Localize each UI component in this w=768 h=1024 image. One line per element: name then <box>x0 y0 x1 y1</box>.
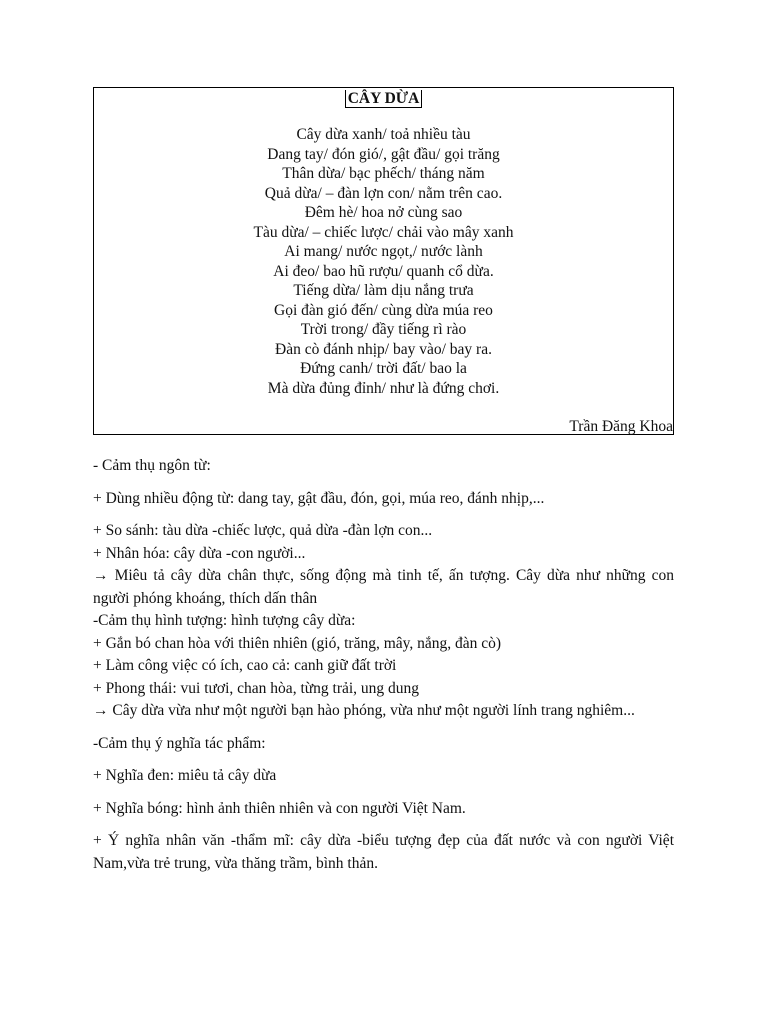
analysis-section <box>93 455 674 875</box>
analysis-heading-meaning: -Cảm thụ ý nghĩa tác phẩm: <box>93 734 266 752</box>
poem-line: Dang tay/ đón gió/, gật đầu/ gọi trăng <box>267 145 500 163</box>
poem-line: Đàn cò đánh nhịp/ bay vào/ bay ra. <box>275 340 492 358</box>
poem-line: Đứng canh/ trời đất/ bao la <box>300 360 467 377</box>
poem-line: Tiếng dừa/ làm dịu nắng trưa <box>293 282 474 299</box>
poem-line: Quả dừa/ – đàn lợn con/ nằm trên cao. <box>264 184 503 202</box>
poem-line: Gọi đàn gió đến/ cùng dừa múa reo <box>274 301 493 319</box>
poem-author: Trần Đăng Khoa <box>569 418 673 435</box>
poem-box <box>93 87 674 435</box>
analysis-item: + So sánh: tàu dừa -chiếc lược, quả dừa -đàn lợn con... <box>93 522 433 539</box>
poem-line: Trời trong/ đầy tiếng rì rào <box>300 321 467 338</box>
poem-title <box>94 89 673 108</box>
poem-line: Cây dừa xanh/ toả nhiều tàu <box>296 126 471 143</box>
analysis-item: + Dùng nhiều động từ: dang tay, gật đầu, đón, gọi, múa reo, đánh nhịp,... <box>93 489 545 507</box>
poem-line: Đêm hè/ hoa nở cùng sao <box>304 204 463 221</box>
poem-line: Thân dừa/ bạc phếch/ tháng năm <box>282 165 485 182</box>
poem-line: Tàu dừa/ – chiếc lược/ chải vào mây xanh <box>253 223 514 241</box>
poem-line: Mà dừa đủng đỉnh/ như là đứng chơi. <box>267 379 500 397</box>
poem-line: Ai đeo/ bao hũ rượu/ quanh cổ dừa. <box>273 262 494 280</box>
analysis-item: + Nghĩa đen: miêu tả cây dừa <box>93 767 277 784</box>
poem-lines <box>94 125 673 398</box>
poem-title-text: CÂY DỪA <box>345 90 423 108</box>
analysis-item: + Phong thái: vui tươi, chan hòa, từng trải, ung dung <box>93 679 420 697</box>
analysis-item: + Nhân hóa: cây dừa -con người... <box>93 544 306 562</box>
analysis-conclusion: → Cây dừa vừa như một người bạn hào phóng, vừa như một người lính trang nghiêm... <box>93 702 635 719</box>
analysis-item: + Làm công việc có ích, cao cả: canh giữ đất trời <box>93 657 397 674</box>
analysis-item: + Nghĩa bóng: hình ảnh thiên nhiên và con người Việt Nam. <box>93 799 466 817</box>
analysis-conclusion: → Miêu tả cây dừa chân thực, sống động mà tinh tế, ấn tượng. Cây dừa như những con người phóng khoáng, thích dấn thân <box>93 567 674 607</box>
analysis-item: + Ý nghĩa nhân văn -thẩm mĩ: cây dừa -biểu tượng đẹp của đất nước và con người Việt Nam,vừa trẻ trung, vừa thăng trầm, bình thản. <box>93 832 674 872</box>
poem-line: Ai mang/ nước ngọt,/ nước lành <box>284 243 483 260</box>
analysis-heading-image: -Cảm thụ hình tượng: hình tượng cây dừa: <box>93 612 356 629</box>
analysis-item: + Gắn bó chan hòa với thiên nhiên (gió, trăng, mây, nắng, đàn cò) <box>93 634 502 652</box>
analysis-heading-language: - Cảm thụ ngôn từ: <box>93 457 211 474</box>
